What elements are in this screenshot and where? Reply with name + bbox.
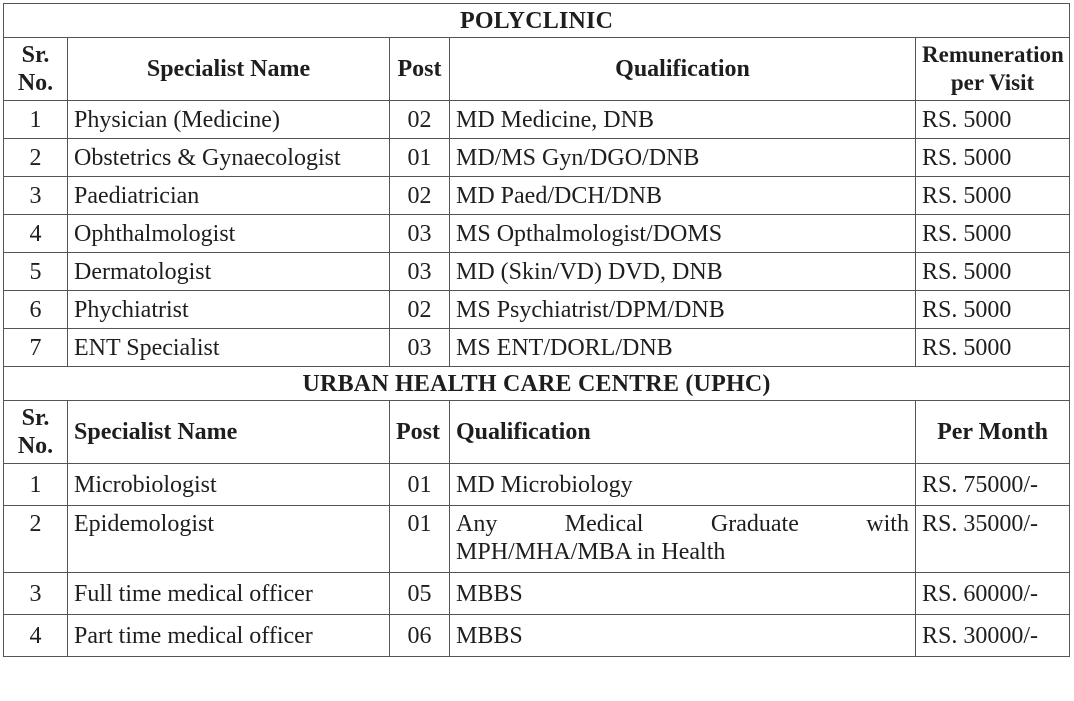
header-post: Post (390, 38, 450, 101)
polyclinic-title: POLYCLINIC (4, 4, 1070, 38)
post-cell: 01 (390, 506, 450, 573)
qualification-word: Medical (564, 511, 644, 537)
post-cell: 02 (390, 291, 450, 329)
qualification-word: with (866, 511, 909, 537)
table-row (4, 139, 1070, 177)
sr-cell: 4 (4, 215, 68, 253)
name-cell: Ophthalmologist (68, 215, 390, 253)
name-cell: Physician (Medicine) (68, 101, 390, 139)
sr-cell: 6 (4, 291, 68, 329)
qualification-line-2: MPH/MHA/MBA in Health (456, 539, 726, 565)
sr-cell: 4 (4, 615, 68, 657)
qualification-cell: MD Microbiology (450, 464, 916, 506)
table-row (4, 291, 1070, 329)
post-cell: 03 (390, 215, 450, 253)
sr-cell: 7 (4, 329, 68, 367)
qualification-cell: MS Opthalmologist/DOMS (450, 215, 916, 253)
header-remuneration: Remuneration per Visit (916, 38, 1070, 101)
pay-cell: RS. 60000/- (916, 573, 1070, 615)
post-cell: 03 (390, 253, 450, 291)
pay-cell: RS. 5000 (916, 329, 1070, 367)
pay-cell: RS. 5000 (916, 101, 1070, 139)
table-row (4, 506, 1070, 573)
specialist-table (3, 3, 1070, 657)
qualification-cell: MD/MS Gyn/DGO/DNB (450, 139, 916, 177)
table-row (4, 464, 1070, 506)
table-row (4, 101, 1070, 139)
sr-cell: 2 (4, 139, 68, 177)
qualification-cell (450, 506, 916, 573)
qualification-cell: MD (Skin/VD) DVD, DNB (450, 253, 916, 291)
uphc-header-row (4, 401, 1070, 464)
header-post: Post (390, 401, 450, 464)
sr-cell: 1 (4, 101, 68, 139)
post-cell: 02 (390, 101, 450, 139)
name-cell: Part time medical officer (68, 615, 390, 657)
sr-cell: 3 (4, 177, 68, 215)
name-cell: Microbiologist (68, 464, 390, 506)
sr-cell: 5 (4, 253, 68, 291)
name-cell: Full time medical officer (68, 573, 390, 615)
pay-cell: RS. 30000/- (916, 615, 1070, 657)
header-qualification: Qualification (450, 38, 916, 101)
table-row (4, 177, 1070, 215)
qualification-cell: MS ENT/DORL/DNB (450, 329, 916, 367)
table-row (4, 329, 1070, 367)
post-cell: 06 (390, 615, 450, 657)
table-row (4, 573, 1070, 615)
pay-cell: RS. 5000 (916, 139, 1070, 177)
pay-cell: RS. 5000 (916, 291, 1070, 329)
pay-cell: RS. 75000/- (916, 464, 1070, 506)
header-specialist-name: Specialist Name (68, 38, 390, 101)
qualification-word: Graduate (710, 511, 799, 537)
sr-cell: 3 (4, 573, 68, 615)
post-cell: 01 (390, 139, 450, 177)
post-cell: 03 (390, 329, 450, 367)
post-cell: 02 (390, 177, 450, 215)
qualification-cell: MD Paed/DCH/DNB (450, 177, 916, 215)
pay-cell: RS. 5000 (916, 177, 1070, 215)
header-qualification: Qualification (450, 401, 916, 464)
pay-cell: RS. 35000/- (916, 506, 1070, 573)
polyclinic-section-row (4, 4, 1070, 38)
qualification-word: Any (456, 511, 498, 537)
sr-cell: 2 (4, 506, 68, 573)
qualification-cell: MD Medicine, DNB (450, 101, 916, 139)
qualification-cell: MS Psychiatrist/DPM/DNB (450, 291, 916, 329)
qualification-cell: MBBS (450, 615, 916, 657)
document-page (3, 3, 1069, 695)
name-cell: Paediatrician (68, 177, 390, 215)
sr-cell: 1 (4, 464, 68, 506)
header-specialist-name: Specialist Name (68, 401, 390, 464)
table-row (4, 215, 1070, 253)
uphc-section-row (4, 367, 1070, 401)
name-cell: Phychiatrist (68, 291, 390, 329)
qualification-cell: MBBS (450, 573, 916, 615)
header-per-month: Per Month (916, 401, 1070, 464)
name-cell: Obstetrics & Gynaecologist (68, 139, 390, 177)
pay-cell: RS. 5000 (916, 215, 1070, 253)
table-row (4, 615, 1070, 657)
post-cell: 05 (390, 573, 450, 615)
table-row (4, 253, 1070, 291)
qualification-line-1 (456, 510, 909, 538)
header-sr-no: Sr. No. (4, 38, 68, 101)
name-cell: Epidemologist (68, 506, 390, 573)
pay-cell: RS. 5000 (916, 253, 1070, 291)
post-cell: 01 (390, 464, 450, 506)
uphc-title: URBAN HEALTH CARE CENTRE (UPHC) (4, 367, 1070, 401)
polyclinic-header-row (4, 38, 1070, 101)
name-cell: ENT Specialist (68, 329, 390, 367)
header-sr-no: Sr. No. (4, 401, 68, 464)
name-cell: Dermatologist (68, 253, 390, 291)
